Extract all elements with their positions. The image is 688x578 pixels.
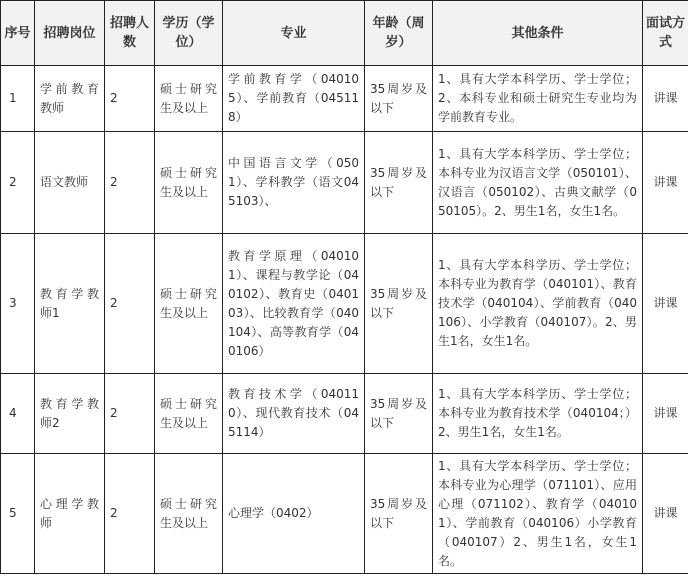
cell-major: 教育技术学（040110）、现代教育技术（045114） [223, 374, 365, 454]
cell-post: 学前教育教师 [35, 66, 105, 132]
header-interview: 面试方式 [643, 1, 688, 66]
header-row [1, 1, 688, 66]
cell-interview: 讲课 [643, 454, 688, 574]
cell-age: 35周岁及以下 [365, 374, 433, 454]
header-other: 其他条件 [433, 1, 643, 66]
cell-other: 1、具有大学本科学历、学士学位；2、本科专业和硕士研究生专业均为学前教育专业。 [433, 66, 643, 132]
cell-post: 语文教师 [35, 132, 105, 234]
cell-edu: 硕士研究生及以上 [155, 66, 223, 132]
cell-edu: 硕士研究生及以上 [155, 132, 223, 234]
cell-edu: 硕士研究生及以上 [155, 234, 223, 374]
cell-major: 中国语言文学（0501）、学科教学（语文045103）、 [223, 132, 365, 234]
cell-major: 心理学（0402） [223, 454, 365, 574]
header-age: 年龄（周岁） [365, 1, 433, 66]
cell-seq: 1 [1, 66, 35, 132]
header-post: 招聘岗位 [35, 1, 105, 66]
cell-interview: 讲课 [643, 374, 688, 454]
cell-interview: 讲课 [643, 234, 688, 374]
cell-count: 2 [105, 132, 155, 234]
table-row [1, 234, 688, 374]
cell-post: 教育学教师1 [35, 234, 105, 374]
table-row [1, 454, 688, 574]
cell-seq: 3 [1, 234, 35, 374]
cell-edu: 硕士研究生及以上 [155, 454, 223, 574]
cell-count: 2 [105, 374, 155, 454]
cell-seq: 5 [1, 454, 35, 574]
header-count: 招聘人数 [105, 1, 155, 66]
header-edu: 学历（学位） [155, 1, 223, 66]
header-seq: 序号 [1, 1, 35, 66]
cell-post: 教育学教师2 [35, 374, 105, 454]
cell-age: 35周岁及以下 [365, 454, 433, 574]
header-major: 专业 [223, 1, 365, 66]
cell-major: 教育学原理（040101）、课程与教学论（040102）、教育史（040103）、比较教育学（040104）、高等教育学（040106） [223, 234, 365, 374]
cell-age: 35周岁及以下 [365, 66, 433, 132]
cell-post: 心理学教师 [35, 454, 105, 574]
cell-interview: 讲课 [643, 66, 688, 132]
cell-count: 2 [105, 66, 155, 132]
cell-seq: 4 [1, 374, 35, 454]
cell-edu: 硕士研究生及以上 [155, 374, 223, 454]
cell-count: 2 [105, 454, 155, 574]
cell-interview: 讲课 [643, 132, 688, 234]
table-row [1, 66, 688, 132]
table-row [1, 132, 688, 234]
cell-major: 学前教育学（040105）、学前教育（045118） [223, 66, 365, 132]
cell-other: 1、具有大学本科学历、学士学位；本科专业为教育学（040101）、教育技术学（040104）、学前教育（040106）、小学教育（040107）。2、男生1名，女生1名。 [433, 234, 643, 374]
cell-other: 1、具有大学本科学历、学士学位；本科专业为心理学（071101）、应用心理（071102）、教育学（040101）、学前教育（040106）小学教育（040107）2、男生1名，女生1名。 [433, 454, 643, 574]
cell-other: 1、具有大学本科学历、学士学位；本科专业为教育技术学（040104；）2、男生1名，女生1名。 [433, 374, 643, 454]
cell-count: 2 [105, 234, 155, 374]
cell-age: 35周岁及以下 [365, 234, 433, 374]
cell-other: 1、具有大学本科学历、学士学位；本科专业为汉语言文学（050101）、汉语言（050102）、古典文献学（050105）。2、男生1名，女生1名。 [433, 132, 643, 234]
cell-age: 35周岁及以下 [365, 132, 433, 234]
table-row [1, 374, 688, 454]
cell-seq: 2 [1, 132, 35, 234]
